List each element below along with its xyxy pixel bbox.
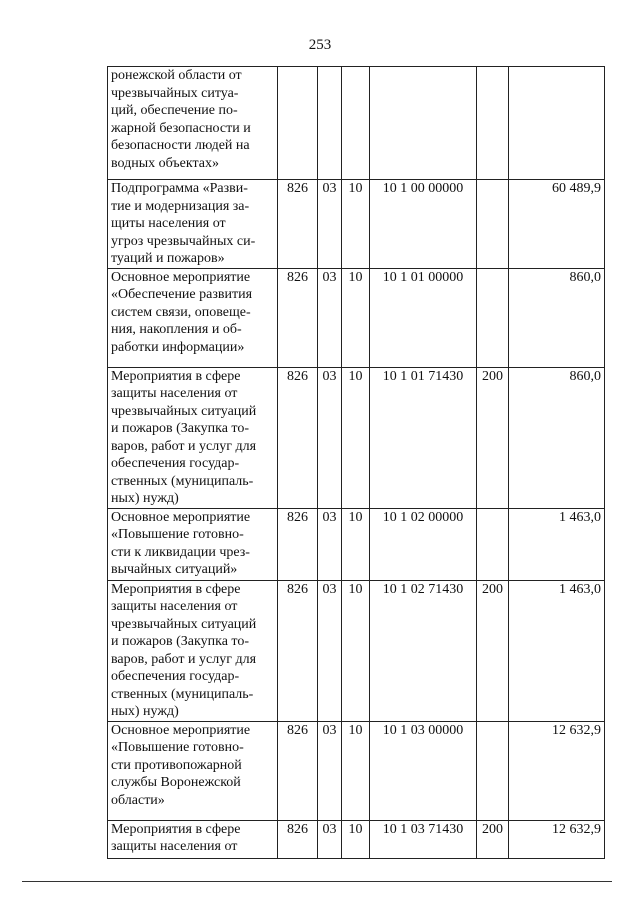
row-target-article-cell: 10 1 01 00000 xyxy=(370,268,477,367)
row-subsection-code-cell: 10 xyxy=(342,180,370,269)
row-amount-cell xyxy=(509,67,605,180)
row-expense-type-cell xyxy=(477,67,509,180)
row-amount-cell: 1 463,0 xyxy=(509,508,605,580)
row-section-code-cell: 03 xyxy=(318,367,342,508)
row-section-code-cell: 03 xyxy=(318,180,342,269)
row-ministry-code-cell: 826 xyxy=(278,268,318,367)
row-subsection-code-cell: 10 xyxy=(342,580,370,721)
table-row xyxy=(108,367,605,508)
row-ministry-code-cell: 826 xyxy=(278,367,318,508)
table-row xyxy=(108,67,605,180)
row-expense-type-cell: 200 xyxy=(477,367,509,508)
row-ministry-code-cell: 826 xyxy=(278,580,318,721)
row-name-cell: Мероприятия в сфере защиты населения от чрезвычайных ситуаций и пожаров (Закупка то- варов, работ и услуг для обеспечения государ- ственных (муниципаль- ных) нужд) xyxy=(108,367,278,508)
row-amount-cell: 1 463,0 xyxy=(509,580,605,721)
row-subsection-code-cell: 10 xyxy=(342,721,370,820)
row-ministry-code-cell: 826 xyxy=(278,180,318,269)
row-ministry-code-cell: 826 xyxy=(278,508,318,580)
row-section-code-cell: 03 xyxy=(318,820,342,858)
row-target-article-cell: 10 1 03 71430 xyxy=(370,820,477,858)
row-expense-type-cell: 200 xyxy=(477,580,509,721)
row-subsection-code-cell: 10 xyxy=(342,367,370,508)
row-subsection-code-cell: 10 xyxy=(342,508,370,580)
budget-table xyxy=(107,66,605,859)
row-subsection-code-cell: 10 xyxy=(342,820,370,858)
row-target-article-cell xyxy=(370,67,477,180)
row-name-cell: Основное мероприятие «Обеспечение развития систем связи, оповеще- ния, накопления и об- работки информации» xyxy=(108,268,278,367)
row-ministry-code-cell: 826 xyxy=(278,721,318,820)
table-row xyxy=(108,180,605,269)
row-expense-type-cell: 200 xyxy=(477,820,509,858)
row-name-cell: Основное мероприятие «Повышение готовно- сти к ликвидации чрез- вычайных ситуаций» xyxy=(108,508,278,580)
row-section-code-cell: 03 xyxy=(318,268,342,367)
table-body xyxy=(108,67,605,859)
row-amount-cell: 860,0 xyxy=(509,367,605,508)
table-row xyxy=(108,580,605,721)
row-subsection-code-cell xyxy=(342,67,370,180)
row-target-article-cell: 10 1 03 00000 xyxy=(370,721,477,820)
row-section-code-cell: 03 xyxy=(318,721,342,820)
row-name-cell: Подпрограмма «Разви- тие и модернизация за- щиты населения от угроз чрезвычайных си- туаций и пожаров» xyxy=(108,180,278,269)
row-amount-cell: 12 632,9 xyxy=(509,721,605,820)
row-expense-type-cell xyxy=(477,508,509,580)
row-target-article-cell: 10 1 02 00000 xyxy=(370,508,477,580)
row-amount-cell: 860,0 xyxy=(509,268,605,367)
row-target-article-cell: 10 1 00 00000 xyxy=(370,180,477,269)
row-amount-cell: 12 632,9 xyxy=(509,820,605,858)
row-subsection-code-cell: 10 xyxy=(342,268,370,367)
row-name-cell: Мероприятия в сфере защиты населения от xyxy=(108,820,278,858)
row-section-code-cell: 03 xyxy=(318,580,342,721)
row-expense-type-cell xyxy=(477,268,509,367)
row-name-cell: Основное мероприятие «Повышение готовно- сти противопожарной службы Воронежской области» xyxy=(108,721,278,820)
row-ministry-code-cell xyxy=(278,67,318,180)
row-ministry-code-cell: 826 xyxy=(278,820,318,858)
page-number: 253 xyxy=(308,37,332,53)
row-section-code-cell xyxy=(318,67,342,180)
table-row xyxy=(108,268,605,367)
table-row xyxy=(108,820,605,858)
table-row xyxy=(108,721,605,820)
row-expense-type-cell xyxy=(477,721,509,820)
row-expense-type-cell xyxy=(477,180,509,269)
row-section-code-cell: 03 xyxy=(318,508,342,580)
row-target-article-cell: 10 1 01 71430 xyxy=(370,367,477,508)
row-name-cell: ронежской области от чрезвычайных ситуа- ций, обеспечение по- жарной безопасности и безопасности людей на водных объектах» xyxy=(108,67,278,180)
row-amount-cell: 60 489,9 xyxy=(509,180,605,269)
row-name-cell: Мероприятия в сфере защиты населения от чрезвычайных ситуаций и пожаров (Закупка то- варов, работ и услуг для обеспечения государ- ственных (муниципаль- ных) нужд) xyxy=(108,580,278,721)
table-row xyxy=(108,508,605,580)
row-target-article-cell: 10 1 02 71430 xyxy=(370,580,477,721)
footer-rule xyxy=(22,881,612,882)
